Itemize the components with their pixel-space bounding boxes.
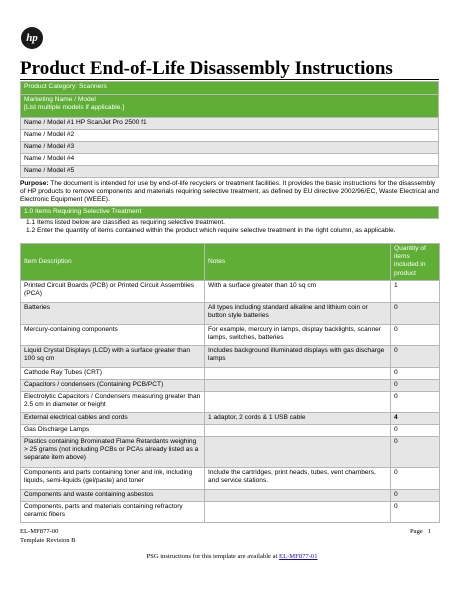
header-item-description: Item Description: [21, 244, 205, 281]
notes-cell: [205, 437, 391, 468]
title-divider: [20, 79, 439, 80]
notes-cell: [205, 490, 391, 502]
footer-psg-note: PSG instructions for this template are available at EL-MF877-01: [146, 553, 318, 560]
table-row: [21, 502, 440, 523]
model-row-3: Name / Model #3: [21, 142, 439, 154]
notes-cell: For example, mercury in lamps, display backlights, scanner lamps, switches, batteries: [205, 325, 391, 346]
selective-treatment-table: [20, 243, 440, 523]
item-description-cell: Cathode Ray Tubes (CRT): [21, 368, 205, 380]
table-row: [21, 413, 440, 425]
table-row: [21, 490, 440, 502]
quantity-cell: 0: [391, 502, 440, 523]
quantity-cell: 0: [391, 346, 440, 368]
item-description-cell: Mercury-containing components: [21, 325, 205, 346]
header-quantity: Quantity of items included in product: [391, 244, 440, 281]
table-row: [21, 392, 440, 413]
item-description-cell: External electrical cables and cords: [21, 413, 205, 425]
item-description-cell: Printed Circuit Boards (PCB) or Printed Circuit Assemblies (PCA): [21, 281, 205, 303]
marketing-name-header: Marketing Name / Model [List multiple models if applicable.]: [21, 95, 439, 118]
notes-cell: Includes background illuminated displays with gas discharge lamps: [205, 346, 391, 368]
notes-cell: [205, 380, 391, 392]
page-title: Product End-of-Life Disassembly Instructions: [20, 58, 393, 79]
table-row: [21, 325, 440, 346]
table-row: [21, 303, 440, 325]
footer-doc-id: EL-MF877-00: [20, 528, 59, 535]
section-title: 1.0 Items Requiring Selective Treatment: [21, 207, 439, 219]
header-notes: Notes: [205, 244, 391, 281]
model-row-2: Name / Model #2: [21, 130, 439, 142]
model-row-1: Name / Model #1 HP ScanJet Pro 2500 f1: [21, 118, 439, 130]
item-description-cell: Components and parts containing toner and ink, including liquids, semi-liquids (gel/paste) and toner: [21, 468, 205, 490]
item-description-cell: Batteries: [21, 303, 205, 325]
notes-cell: [205, 502, 391, 523]
table-row: [21, 346, 440, 368]
notes-cell: [205, 368, 391, 380]
table-row: [21, 468, 440, 490]
item-description-cell: Components, parts and materials containing refractory ceramic fibers: [21, 502, 205, 523]
quantity-cell: 0: [391, 303, 440, 325]
model-row-4: Name / Model #4: [21, 154, 439, 166]
quantity-cell: 0: [391, 325, 440, 346]
hp-logo: hp: [21, 27, 43, 49]
quantity-cell: 1: [391, 281, 440, 303]
product-info-table: [20, 81, 439, 178]
notes-cell: 1 adaptor, 2 cords & 1 USB cable: [205, 413, 391, 425]
table-row: [21, 425, 440, 437]
notes-cell: Include the cartridges, print heads, tubes, vent chambers, and service stations.: [205, 468, 391, 490]
item-description-cell: Capacitors / condensers (Containing PCB/PCT): [21, 380, 205, 392]
quantity-cell: 4: [391, 413, 440, 425]
section-instructions: 1.1 Items listed below are classified as requiring selective treatment. 1.2 Enter the quantity of items contained within the product which require selective treatment in the right column, as applicable.: [26, 219, 396, 235]
product-category: Product Category: Scanners: [21, 82, 439, 95]
item-description-cell: Components and waste containing asbestos: [21, 490, 205, 502]
quantity-cell: 0: [391, 437, 440, 468]
quantity-cell: 0: [391, 468, 440, 490]
model-row-5: Name / Model #5: [21, 166, 439, 178]
quantity-cell: 0: [391, 490, 440, 502]
notes-cell: With a surface greater than 10 sq cm: [205, 281, 391, 303]
item-description-cell: Gas Discharge Lamps: [21, 425, 205, 437]
psg-link[interactable]: EL-MF877-01: [279, 553, 318, 560]
notes-cell: [205, 392, 391, 413]
footer-template-revision: Template Revision B: [20, 537, 76, 544]
item-description-cell: Plastics containing Brominated Flame Retardants weighing > 25 grams (not including PCBs or PCAs already listed as a separate item above): [21, 437, 205, 468]
quantity-cell: 0: [391, 368, 440, 380]
table-row: [21, 281, 440, 303]
purpose-paragraph: Purpose: The document is intended for use by end-of-life recyclers or treatment facilities. It provides the basic instructions for the disassembly of HP products to remove components and materials requiring selective treatment, as defined by EU directive 2002/96/EC, Waste Electrical and Electronic Equipment (WEEE).: [20, 180, 439, 204]
quantity-cell: 0: [391, 380, 440, 392]
notes-cell: [205, 425, 391, 437]
table-row: [21, 380, 440, 392]
quantity-cell: 0: [391, 425, 440, 437]
item-description-cell: Electrolytic Capacitors / Condensers measuring greater than 2.5 cm in diameter or height: [21, 392, 205, 413]
item-description-cell: Liquid Crystal Displays (LCD) with a surface greater than 100 sq cm: [21, 346, 205, 368]
quantity-cell: 0: [391, 392, 440, 413]
section-header: [20, 206, 439, 219]
table-row: [21, 437, 440, 468]
notes-cell: All types including standard alkaline and lithium coin or button style batteries: [205, 303, 391, 325]
table-row: [21, 368, 440, 380]
footer-page-number: Page 1: [410, 528, 432, 535]
